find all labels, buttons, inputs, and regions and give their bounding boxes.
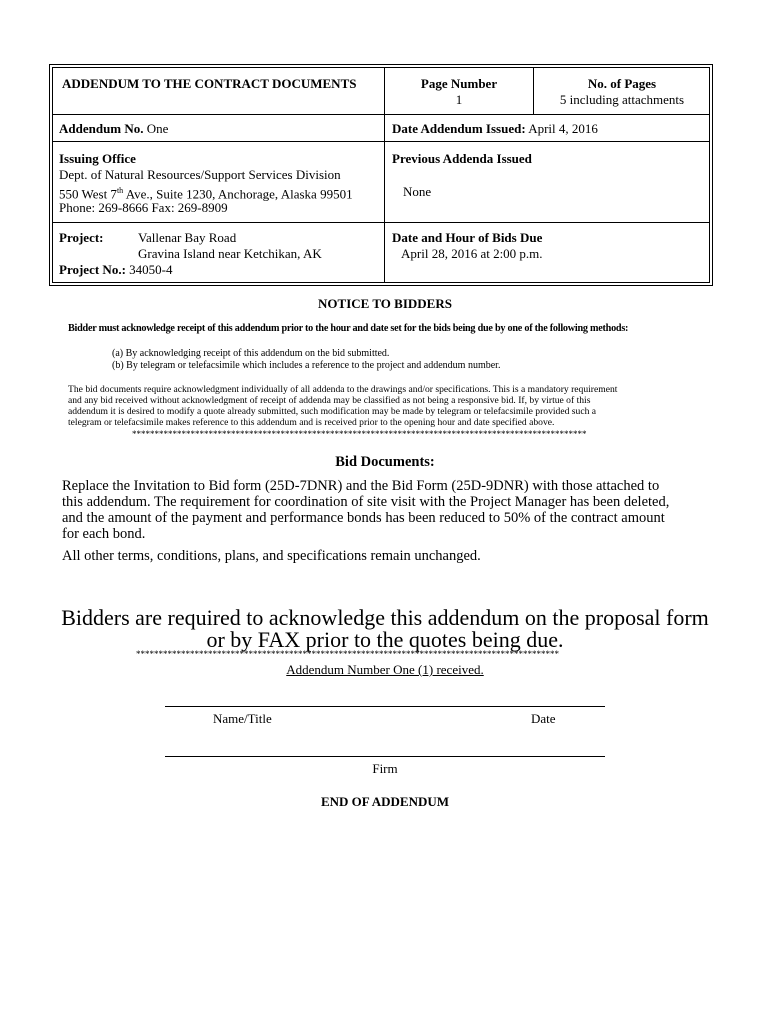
address-street: 550 West 7: [59, 186, 117, 202]
project-label: Project:: [59, 230, 104, 245]
acknowledge-stars-divider: **********************************************************************************************: [136, 649, 559, 659]
unchanged-statement: All other terms, conditions, plans, and specifications remain unchanged.: [62, 548, 481, 564]
previous-addenda-value: None: [403, 184, 432, 199]
address-superscript: th: [116, 186, 124, 195]
addendum-no-label: Addendum No.: [59, 121, 144, 136]
notice-title: NOTICE TO BIDDERS: [318, 296, 452, 311]
notice-paragraph-line: telegram or telefacsimile makes reference to this addendum and is received prior to the opening hour and date specified above.: [68, 417, 555, 428]
addendum-title: ADDENDUM TO THE CONTRACT DOCUMENTS: [62, 76, 357, 91]
project-line2: Gravina Island near Ketchikan, AK: [138, 246, 322, 261]
notice-stars-divider: *****************************************************************************************************: [132, 429, 587, 439]
name-title-label: Name/Title: [213, 711, 272, 726]
addendum-received: Addendum Number One (1) received.: [286, 662, 484, 677]
bid-documents-line: Replace the Invitation to Bid form (25D-7DNR) and the Bid Form (25D-9DNR) with those attached to: [62, 478, 660, 494]
firm-signature-line[interactable]: [165, 756, 605, 757]
project-no-label: Project No.:: [59, 262, 126, 277]
bid-documents-line: for each bond.: [62, 526, 146, 542]
previous-addenda-label: Previous Addenda Issued: [392, 151, 532, 166]
bid-documents-title: Bid Documents:: [335, 454, 435, 470]
project-no: [59, 262, 173, 278]
page-number-label: Page Number: [420, 76, 498, 91]
address-rest: Ave., Suite 1230, Anchorage, Alaska 99501: [123, 186, 353, 202]
issuing-office-phone: Phone: 269-8666 Fax: 269-8909: [59, 200, 228, 215]
notice-paragraph-line: addendum it is desired to modify a quote already submitted, such modification may be made by telegram or telefacsimile provided such a: [68, 406, 597, 417]
bid-documents-line: and the amount of the payment and performance bonds has been reduced to 50% of the contract amount: [62, 510, 665, 526]
header-row-divider: [52, 222, 710, 223]
date-issued: [392, 121, 598, 137]
end-of-addendum: END OF ADDENDUM: [320, 794, 450, 809]
num-pages-label: No. of Pages: [587, 76, 657, 91]
date-issued-label: Date Addendum Issued:: [392, 121, 526, 136]
notice-paragraph-line: and any bid received without acknowledgment of receipt of addenda may be classified as not being a responsive bid. If, by virtue of this: [68, 395, 591, 406]
name-title-signature-line[interactable]: [165, 706, 605, 707]
acknowledge-line: or by FAX prior to the quotes being due.: [206, 627, 564, 652]
issuing-office-line1: Dept. of Natural Resources/Support Services Division: [59, 167, 341, 182]
header-row-divider: [52, 141, 710, 142]
notice-paragraph-line: The bid documents require acknowledgment individually of all addenda to the drawings and/or specifications. This is a mandatory requirement: [68, 384, 618, 395]
project-no-value: 34050-4: [129, 262, 173, 277]
project-line1: Vallenar Bay Road: [138, 230, 237, 245]
header-row-divider: [52, 114, 710, 115]
date-issued-value: April 4, 2016: [528, 121, 598, 136]
date-label: Date: [531, 711, 556, 726]
issuing-office-label: Issuing Office: [59, 151, 136, 166]
bids-due-label: Date and Hour of Bids Due: [392, 230, 543, 245]
notice-instruction: Bidder must acknowledge receipt of this addendum prior to the hour and date set for the bids being due by one of the following methods:: [68, 323, 629, 334]
num-pages-value: 5 including attachments: [559, 92, 685, 107]
bids-due-value: April 28, 2016 at 2:00 p.m.: [401, 246, 543, 261]
bid-documents-line: this addendum. The requirement for coordination of site visit with the Project Manager has been deleted,: [62, 494, 670, 510]
addendum-no-value: One: [146, 121, 169, 136]
method-a: (a) By acknowledging receipt of this addendum on the bid submitted.: [112, 348, 390, 359]
addendum-no: [59, 121, 168, 137]
method-b: (b) By telegram or telefacsimile which includes a reference to the project and addendum number.: [112, 360, 501, 371]
acknowledge-line: Bidders are required to acknowledge this addendum on the proposal form: [61, 605, 709, 630]
firm-label: Firm: [372, 761, 398, 776]
page-number-value: 1: [455, 92, 463, 107]
